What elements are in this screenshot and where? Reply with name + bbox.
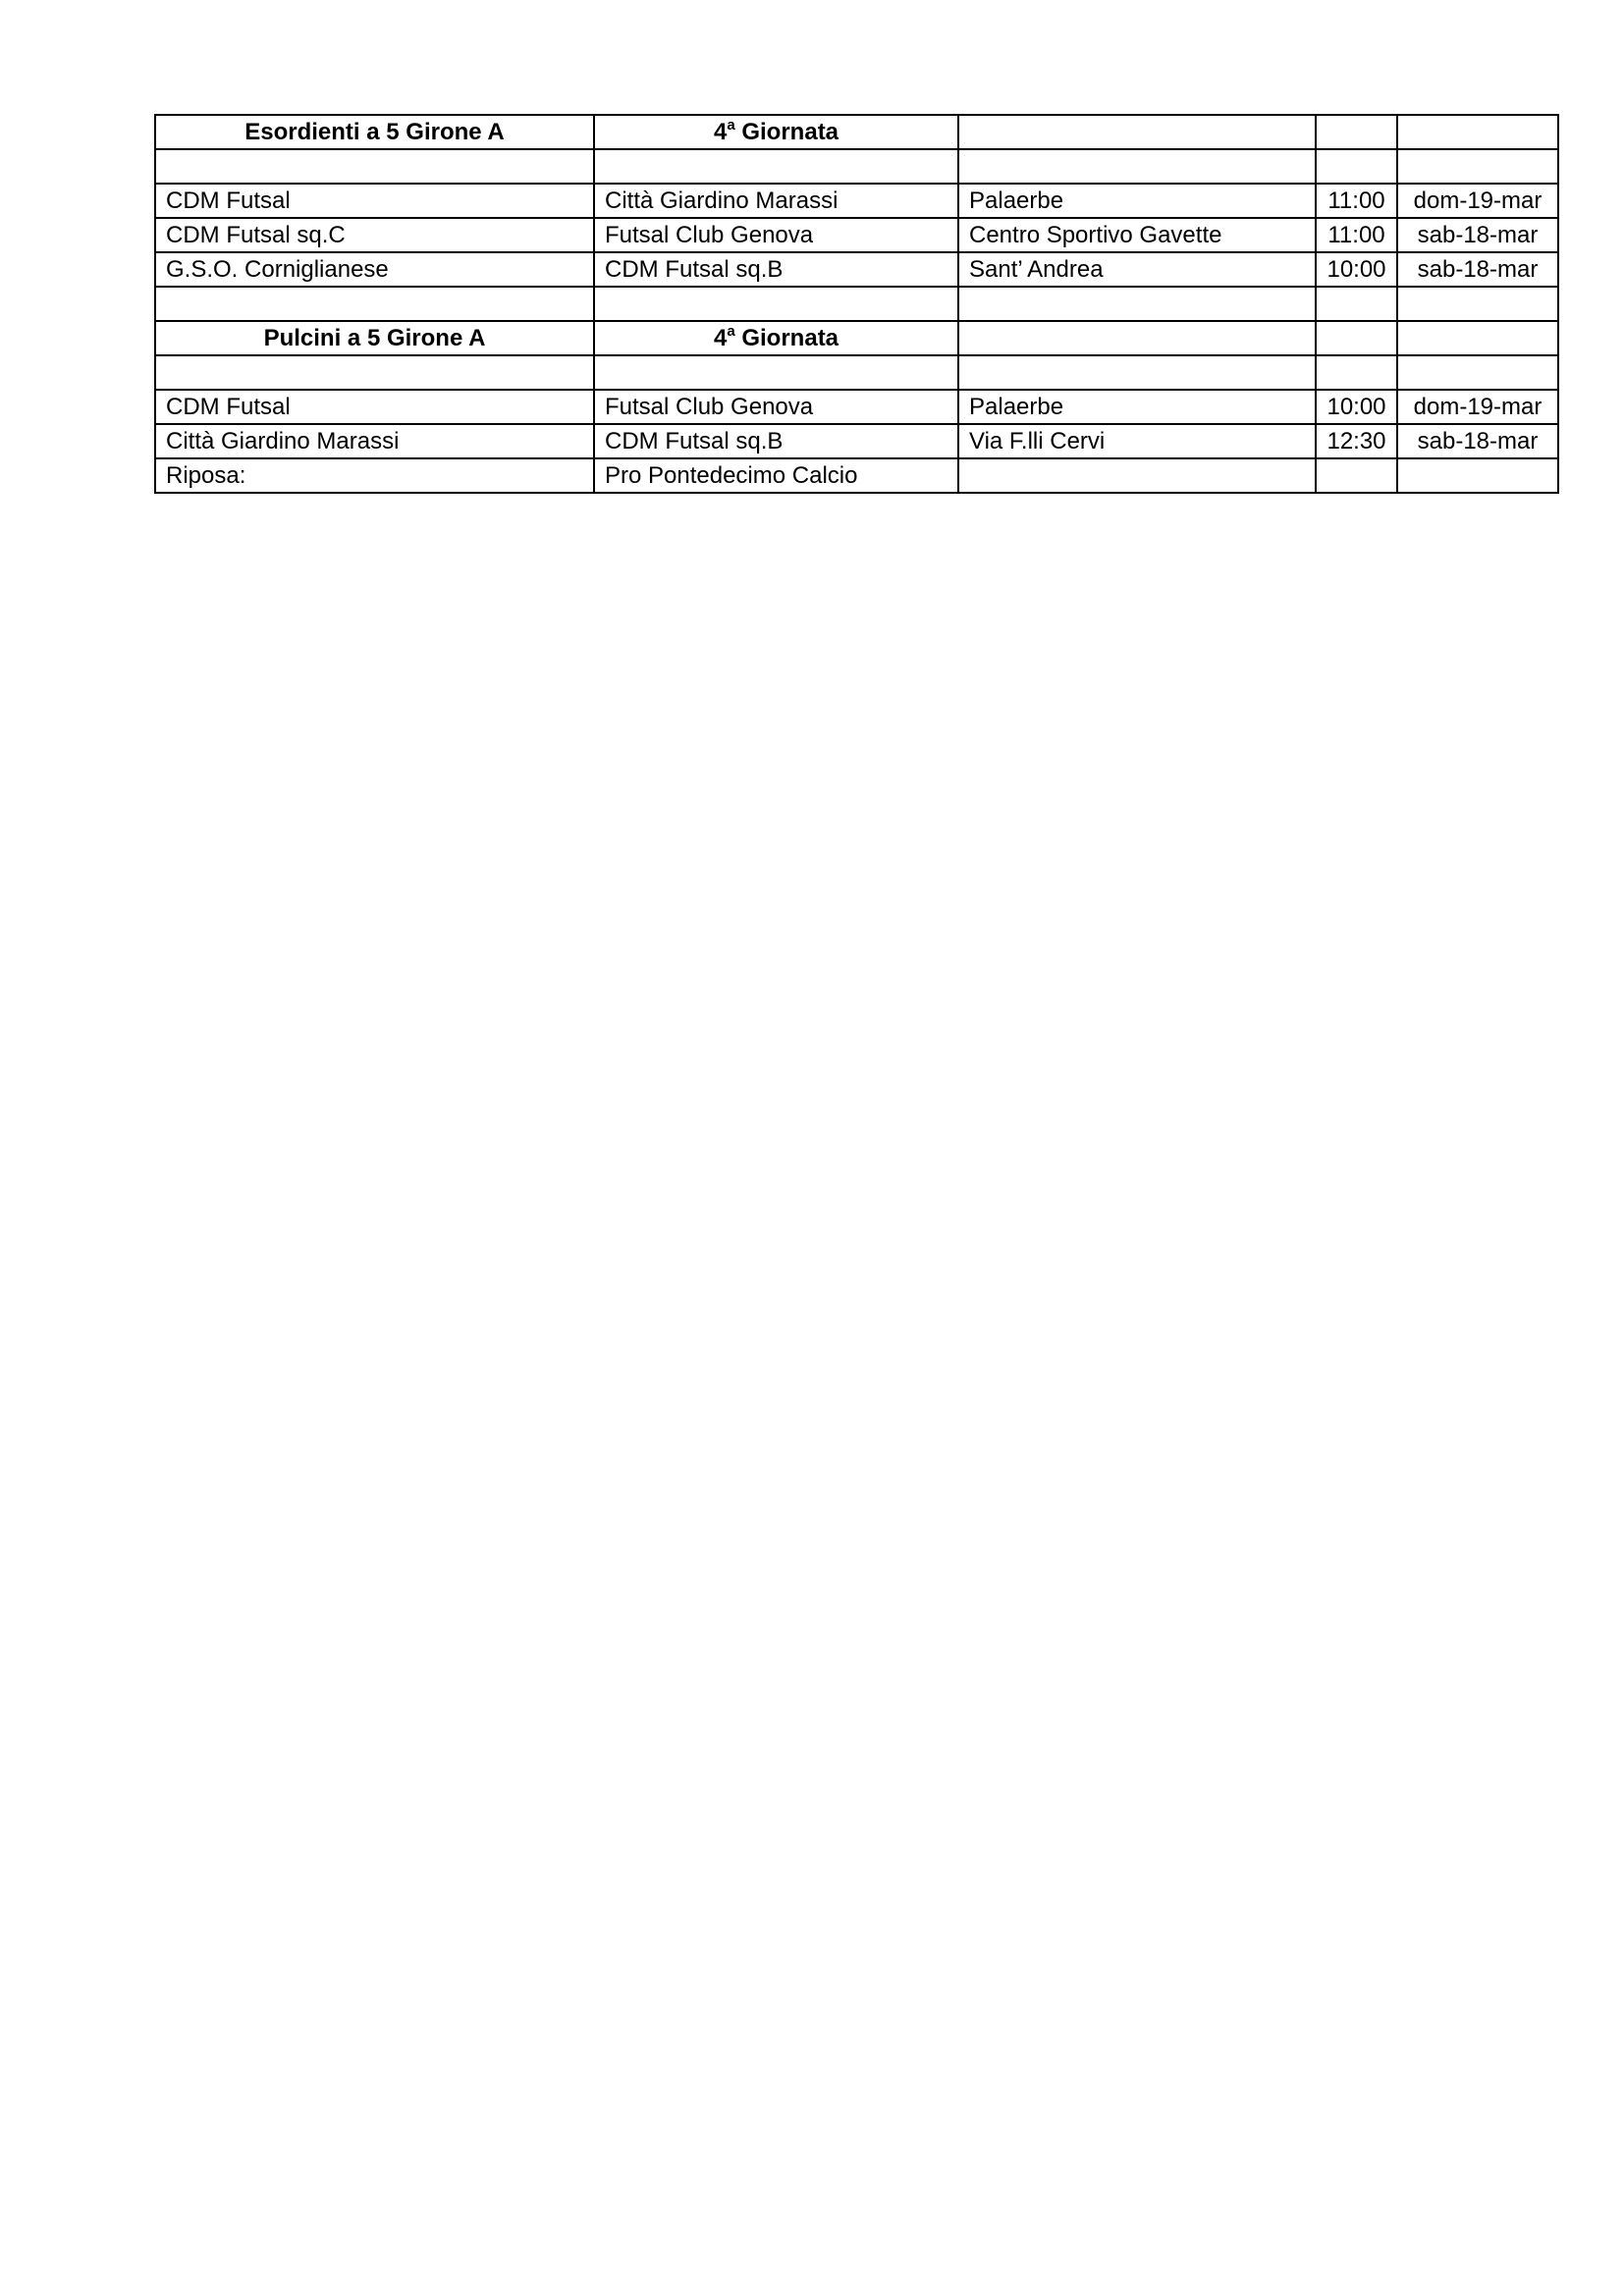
empty-cell (1316, 287, 1397, 321)
venue: Centro Sportivo Gavette (958, 218, 1316, 252)
section-title: Pulcini a 5 Girone A (155, 321, 594, 355)
round-ordinal: a (727, 117, 735, 133)
away-team: Città Giardino Marassi (594, 184, 958, 218)
round-number: 4 (713, 325, 728, 351)
round-number: 4 (713, 119, 728, 145)
match-date: sab-18-mar (1397, 252, 1558, 287)
section-header-row (155, 115, 1558, 149)
match-row (155, 218, 1558, 252)
rest-team: Pro Pontedecimo Calcio (594, 458, 958, 493)
empty-cell (958, 149, 1316, 184)
venue: Palaerbe (958, 390, 1316, 424)
match-time: 11:00 (1316, 218, 1397, 252)
home-team: CDM Futsal (155, 184, 594, 218)
home-team: Città Giardino Marassi (155, 424, 594, 458)
match-time: 12:30 (1316, 424, 1397, 458)
empty-cell (1397, 287, 1558, 321)
match-row (155, 184, 1558, 218)
empty-cell (594, 149, 958, 184)
empty-cell (958, 458, 1316, 493)
empty-cell (1316, 149, 1397, 184)
round-label (594, 321, 958, 355)
empty-cell (1397, 355, 1558, 390)
away-team: Futsal Club Genova (594, 390, 958, 424)
match-date: dom-19-mar (1397, 390, 1558, 424)
match-row (155, 390, 1558, 424)
empty-cell (1316, 321, 1397, 355)
away-team: CDM Futsal sq.B (594, 424, 958, 458)
round-word: Giornata (741, 325, 839, 351)
match-row (155, 424, 1558, 458)
round-ordinal: a (727, 323, 735, 340)
away-team: Futsal Club Genova (594, 218, 958, 252)
empty-cell (1316, 115, 1397, 149)
empty-cell (958, 287, 1316, 321)
empty-cell (958, 355, 1316, 390)
match-time: 10:00 (1316, 390, 1397, 424)
venue: Sant’ Andrea (958, 252, 1316, 287)
empty-cell (594, 355, 958, 390)
empty-cell (1397, 115, 1558, 149)
empty-cell (958, 115, 1316, 149)
empty-cell (1316, 355, 1397, 390)
match-date: dom-19-mar (1397, 184, 1558, 218)
section-title: Esordienti a 5 Girone A (155, 115, 594, 149)
home-team: CDM Futsal (155, 390, 594, 424)
venue: Via F.lli Cervi (958, 424, 1316, 458)
match-date: sab-18-mar (1397, 218, 1558, 252)
venue: Palaerbe (958, 184, 1316, 218)
empty-cell (155, 287, 594, 321)
empty-cell (1316, 458, 1397, 493)
round-label (594, 115, 958, 149)
empty-cell (1397, 149, 1558, 184)
empty-cell (594, 287, 958, 321)
round-word: Giornata (741, 119, 839, 145)
spacer-row (155, 355, 1558, 390)
empty-cell (958, 321, 1316, 355)
empty-cell (1397, 458, 1558, 493)
empty-cell (155, 355, 594, 390)
rest-label: Riposa: (155, 458, 594, 493)
home-team: CDM Futsal sq.C (155, 218, 594, 252)
spacer-row (155, 149, 1558, 184)
rest-row (155, 458, 1558, 493)
empty-cell (155, 149, 594, 184)
home-team: G.S.O. Corniglianese (155, 252, 594, 287)
away-team: CDM Futsal sq.B (594, 252, 958, 287)
empty-cell (1397, 321, 1558, 355)
fixtures-table (154, 114, 1559, 494)
match-row (155, 252, 1558, 287)
match-time: 11:00 (1316, 184, 1397, 218)
match-date: sab-18-mar (1397, 424, 1558, 458)
spacer-row (155, 287, 1558, 321)
section-header-row (155, 321, 1558, 355)
match-time: 10:00 (1316, 252, 1397, 287)
